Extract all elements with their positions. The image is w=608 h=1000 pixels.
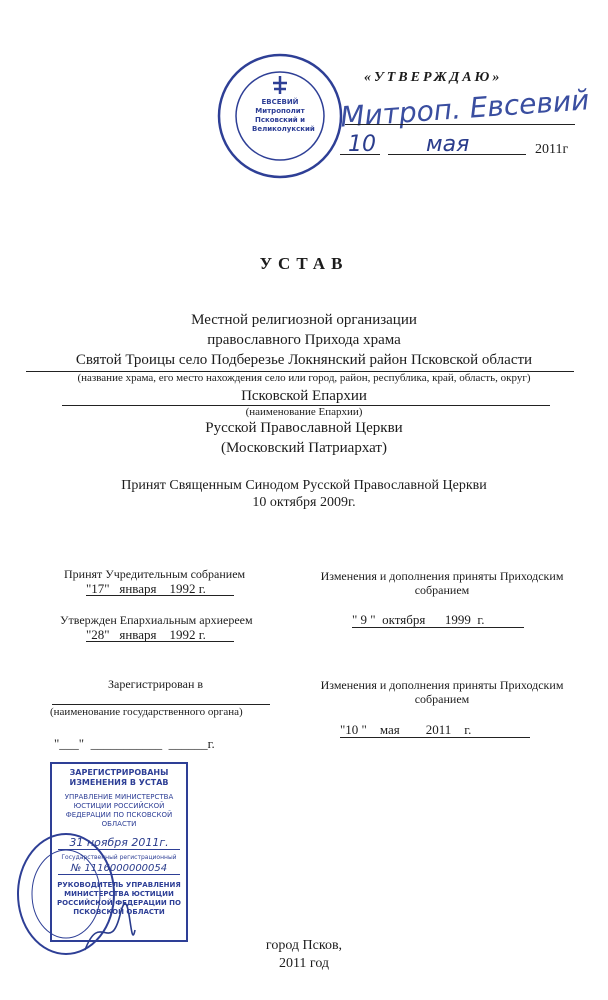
round-seal-top xyxy=(216,52,344,180)
stamp-heading: ЗАРЕГИСТРИРОВАНЫ ИЗМЕНЕНИЯ В УСТАВ xyxy=(69,768,169,787)
org-line-1: Местной религиозной организации xyxy=(191,312,417,328)
founding-date: "17" января 1992 г. xyxy=(86,581,206,596)
changes-2-date: "10 " мая 2011 г. xyxy=(340,722,472,737)
registered-label: Зарегистрирован в xyxy=(108,677,204,691)
approval-year: 2011г xyxy=(535,142,569,157)
stamp-reg-number: № 1116000000054 xyxy=(58,863,180,875)
footer-year: 2011 год xyxy=(278,956,330,971)
org-line-2: православного Прихода храма xyxy=(207,332,401,348)
seal-top-center-line: Великолукский xyxy=(252,125,315,133)
cross-icon xyxy=(273,76,287,94)
approve-heading: «УТВЕРЖДАЮ» xyxy=(364,70,503,85)
approved-date: "28" января 1992 г. xyxy=(86,627,206,642)
founding-label: Принят Учредительным собранием xyxy=(64,567,246,581)
stamp-organization: УПРАВЛЕНИЕ МИНИСТЕРСТВА ЮСТИЦИИ РОССИЙСКОЙ ФЕДЕРАЦИИ ПО ПСКОВСКОЙ ОБЛАСТИ xyxy=(64,793,174,828)
approved-label: Утвержден Епархиальным архиереем xyxy=(60,613,253,627)
blank-date: "___" ___________ ______г. xyxy=(54,736,215,751)
seal-top-center-line: ЕВСЕВИЙ xyxy=(261,98,299,106)
stamp-reg-label: Государственный регистрационный xyxy=(61,854,177,861)
eparchy-hint: (наименование Епархии) xyxy=(245,406,363,418)
footer-city: город Псков, xyxy=(265,938,343,953)
gov-body-hint: (наименование государственного органа) xyxy=(50,706,243,718)
changes-1-label: Изменения и дополнения приняты Приходским собранием xyxy=(320,569,564,597)
approval-signature: Митроп. Евсевий xyxy=(339,83,591,134)
church-title: Русской Православной Церкви xyxy=(205,420,403,436)
synod-line-2: 10 октября 2009г. xyxy=(252,495,356,510)
patriarchate: (Московский Патриархат) xyxy=(221,440,387,456)
seal-top-center-line: Псковский и xyxy=(254,116,306,124)
stamp-date: 31 ноября 2011г. xyxy=(58,836,180,850)
changes-1-date: " 9 " октября 1999 г. xyxy=(352,612,485,627)
stamp-head-title: РУКОВОДИТЕЛЬ УПРАВЛЕНИЯ МИНИСТЕРСТВА ЮСТИЦИИ РОССИЙСКОЙ ФЕДЕРАЦИИ ПО ПСКОВСКОЙ ОБЛАСТИ xyxy=(57,881,181,916)
page-title: УСТАВ xyxy=(259,254,349,273)
changes-2-label: Изменения и дополнения приняты Приходским собранием xyxy=(320,678,564,706)
eparchy-name: Псковской Епархии xyxy=(241,388,367,404)
seal-top-center-line: Митрополит xyxy=(255,107,305,115)
approval-date xyxy=(336,132,586,162)
church-name: Святой Троицы село Подберезье Локнянский район Псковской области xyxy=(75,352,533,368)
approval-month: мая xyxy=(426,132,470,157)
approval-day: 10 xyxy=(348,132,376,157)
church-name-hint: (название храма, его место нахождения село или город, район, республика, край, область, округ) xyxy=(77,372,531,384)
synod-line-1: Принят Священным Синодом Русской Православной Церкви xyxy=(121,478,487,493)
